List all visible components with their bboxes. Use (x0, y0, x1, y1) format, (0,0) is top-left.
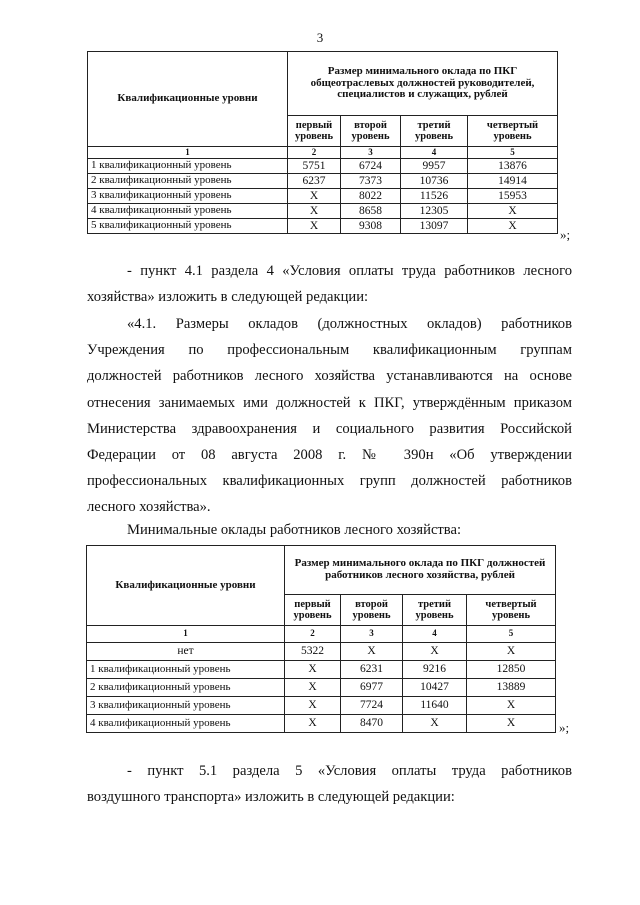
text-line: - пункт 5.1 раздела 5 «Условия оплаты труда работников (127, 763, 572, 779)
cell-value: 15953 (468, 189, 558, 204)
cell-value: 12850 (467, 661, 556, 679)
row-label: 2 квалификационный уровень (88, 174, 288, 189)
cell-value: 13889 (467, 679, 556, 697)
cell-value: 13097 (401, 219, 468, 234)
paragraph-amendment-5-1 (87, 758, 572, 810)
header-level-2: второй уровень (341, 116, 401, 147)
table-row (88, 219, 558, 234)
column-number: 3 (341, 147, 401, 159)
cell-value: Х (288, 189, 341, 204)
cell-value: Х (341, 643, 403, 661)
cell-value: Х (285, 697, 341, 715)
table-row (88, 159, 558, 174)
cell-value: 10736 (401, 174, 468, 189)
row-label: 3 квалификационный уровень (88, 189, 288, 204)
closing-quote: »; (559, 720, 570, 735)
table-row (87, 697, 556, 715)
row-label: 1 квалификационный уровень (87, 661, 285, 679)
column-number: 2 (288, 147, 341, 159)
cell-value: 12305 (401, 204, 468, 219)
header-min-salary: Размер минимального оклада по ПКГ должностей работников лесного хозяйства, рублей (285, 546, 556, 595)
table-row (87, 679, 556, 697)
table-row (88, 189, 558, 204)
table-intro (87, 517, 572, 543)
cell-value: 13876 (468, 159, 558, 174)
table-row (87, 715, 556, 733)
cell-value: 6724 (341, 159, 401, 174)
column-number: 1 (87, 626, 285, 643)
text-line: воздушного транспорта» изложить в следующей редакции: (87, 789, 455, 806)
cell-value: Х (285, 715, 341, 733)
header-level-1: первый уровень (285, 595, 341, 626)
text-line: - пункт 4.1 раздела 4 «Условия оплаты труда работников лесного (127, 263, 572, 279)
text-line: Федерации от 08 августа 2008 г. № 390н «Об утверждении (87, 447, 572, 464)
cell-value: 8658 (341, 204, 401, 219)
row-label: 1 квалификационный уровень (88, 159, 288, 174)
header-level-2: второй уровень (341, 595, 403, 626)
cell-value: Х (468, 219, 558, 234)
cell-value: 5322 (285, 643, 341, 661)
text-line: «4.1. Размеры окладов (должностных окладов) работников (127, 316, 572, 332)
column-number: 1 (88, 147, 288, 159)
text-line: Учреждения по профессиональным квалификационным группам (87, 342, 572, 359)
column-number: 5 (468, 147, 558, 159)
header-qualification-levels: Квалификационные уровни (87, 546, 285, 626)
cell-value: 11526 (401, 189, 468, 204)
cell-value: Х (468, 204, 558, 219)
text-line: профессиональных квалификационных групп должностей работников (87, 473, 572, 490)
cell-value: Х (467, 715, 556, 733)
text-line: Министерства здравоохранения и социального развития Российской (87, 420, 572, 437)
cell-value: Х (288, 219, 341, 234)
row-label: 4 квалификационный уровень (87, 715, 285, 733)
header-level-4: четвертый уровень (467, 595, 556, 626)
header-qualification-levels: Квалификационные уровни (88, 52, 288, 147)
row-label: нет (87, 643, 285, 661)
table-row (87, 661, 556, 679)
cell-value: 9957 (401, 159, 468, 174)
salary-table-forestry (86, 545, 556, 733)
cell-value: 10427 (403, 679, 467, 697)
cell-value: Х (403, 715, 467, 733)
table-row (88, 174, 558, 189)
text-line: Минимальные оклады работников лесного хозяйства: (127, 522, 462, 538)
cell-value: Х (467, 697, 556, 715)
text-line: должностей работников лесного хозяйства устанавливаются на основе (87, 368, 572, 385)
cell-value: 8470 (341, 715, 403, 733)
text-line: хозяйства» изложить в следующей редакции: (87, 289, 369, 306)
cell-value: 11640 (403, 697, 467, 715)
column-number: 4 (403, 626, 467, 643)
row-label: 3 квалификационный уровень (87, 697, 285, 715)
cell-value: 6237 (288, 174, 341, 189)
table-row (88, 204, 558, 219)
cell-value: 7373 (341, 174, 401, 189)
cell-value: 5751 (288, 159, 341, 174)
row-label: 2 квалификационный уровень (87, 679, 285, 697)
cell-value: 6231 (341, 661, 403, 679)
header-level-4: четвертый уровень (468, 116, 558, 147)
text-line: отнесения занимаемых ими должностей к ПКГ, утверждённым приказом (87, 394, 572, 411)
paragraph-amendment-4-1 (87, 258, 572, 310)
cell-value: 6977 (341, 679, 403, 697)
table-row (87, 643, 556, 661)
closing-quote: »; (560, 227, 571, 242)
column-number: 3 (341, 626, 403, 643)
header-level-3: третий уровень (401, 116, 468, 147)
paragraph-clause-4-1 (87, 311, 572, 521)
row-label: 5 квалификационный уровень (88, 219, 288, 234)
page-number: 3 (316, 30, 324, 45)
text-line: лесного хозяйства». (87, 499, 211, 516)
header-level-3: третий уровень (403, 595, 467, 626)
row-label: 4 квалификационный уровень (88, 204, 288, 219)
header-min-salary: Размер минимального оклада по ПКГ общеотраслевых должностей руководителей, специалистов и служащих, рублей (288, 52, 558, 116)
column-number: 4 (401, 147, 468, 159)
header-level-1: первый уровень (288, 116, 341, 147)
cell-value: 9216 (403, 661, 467, 679)
cell-value: 7724 (341, 697, 403, 715)
cell-value: 14914 (468, 174, 558, 189)
cell-value: Х (285, 679, 341, 697)
cell-value: Х (467, 643, 556, 661)
cell-value: Х (288, 204, 341, 219)
salary-table-general (87, 51, 558, 234)
cell-value: 8022 (341, 189, 401, 204)
cell-value: Х (403, 643, 467, 661)
column-number: 2 (285, 626, 341, 643)
column-number: 5 (467, 626, 556, 643)
cell-value: Х (285, 661, 341, 679)
cell-value: 9308 (341, 219, 401, 234)
